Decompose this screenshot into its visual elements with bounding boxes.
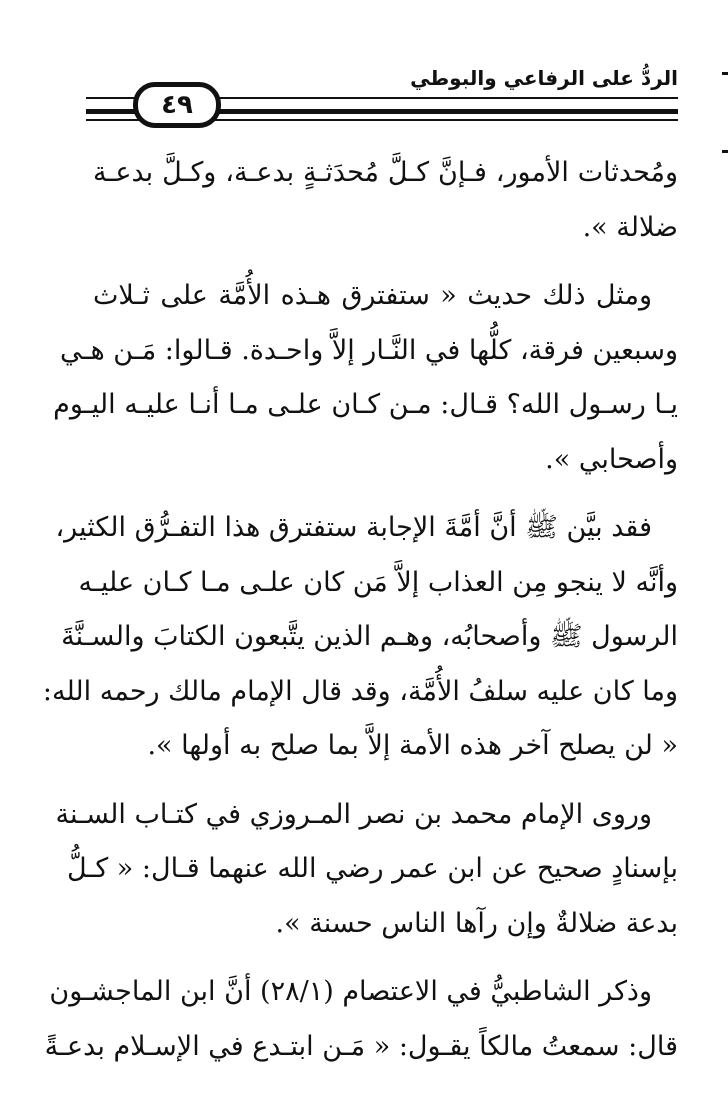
body-text bbox=[42, 146, 678, 1074]
text-line: يـا رسـول الله؟ قـال: مـن كـان علـى مـا أنـا عليـه اليـوم bbox=[53, 389, 678, 420]
text-line: وروى الإمام محمد بن نصر المـروزي في كتـاب السـنة bbox=[55, 798, 652, 830]
running-title: الردُّ على الرفاعي والبوطي bbox=[410, 66, 678, 90]
text-line: ومُحدثات الأمور، فـإنَّ كـلَّ مُحدَثـةٍ بدعـة، وكـلَّ بدعـة bbox=[93, 157, 678, 188]
text-line: وسبعين فرقة، كلُّها في النَّـار إلاَّ واحـدة. قـالوا: مَـن هـي bbox=[60, 334, 678, 366]
edge-mark-bottom bbox=[722, 150, 728, 153]
text-line: وذكر الشاطبيُّ في الاعتصام (٢٨/١) أنَّ ابن الماجشـون bbox=[49, 976, 652, 1007]
text-line: بإسنادٍ صحيح عن ابن عمر رضي الله عنهما قـال: « كـلُّ bbox=[66, 853, 678, 884]
page-number: ٤٩ bbox=[161, 90, 193, 120]
page-number-box bbox=[133, 82, 221, 128]
text-line: قال: سمعتُ مالكاً يقـول: « مَـن ابتـدع في الإسـلام بدعـةً bbox=[44, 1030, 678, 1062]
text-line: ضلالة ». bbox=[582, 211, 678, 243]
paragraph-4 bbox=[55, 788, 678, 952]
text-line: وما كان عليه سلفُ الأُمَّة، وقد قال الإمام مالك رحمه الله: bbox=[42, 675, 678, 707]
paragraph-3 bbox=[42, 501, 678, 774]
text-line: ومثل ذلك حديث « ستفترق هـذه الأُمَّة على ثـلاث bbox=[93, 280, 652, 311]
text-line: وأنَّه لا ينجو مِن العذاب إلاَّ مَن كان علـى مـا كـان عليـه bbox=[78, 566, 678, 598]
paragraph-2 bbox=[53, 269, 678, 487]
text-line: وأصحابي ». bbox=[545, 443, 678, 475]
paragraph-5 bbox=[44, 965, 678, 1074]
text-line: بدعة ضلالةٌ وإن رآها الناس حسنة ». bbox=[275, 907, 678, 939]
text-line: « لن يصلح آخر هذه الأمة إلاَّ بما صلح به أولها ». bbox=[147, 730, 678, 761]
paragraph-1 bbox=[93, 146, 678, 255]
text-line: فقد بيَّن ﷺ أنَّ أمَّةَ الإجابة ستفترق هذا التفـرُّق الكثير، bbox=[55, 512, 652, 543]
edge-mark-top bbox=[722, 72, 728, 75]
text-line: الرسول ﷺ وأصحابُه، وهـم الذين يتَّبعون الكتابَ والسـنَّةَ bbox=[61, 621, 678, 652]
